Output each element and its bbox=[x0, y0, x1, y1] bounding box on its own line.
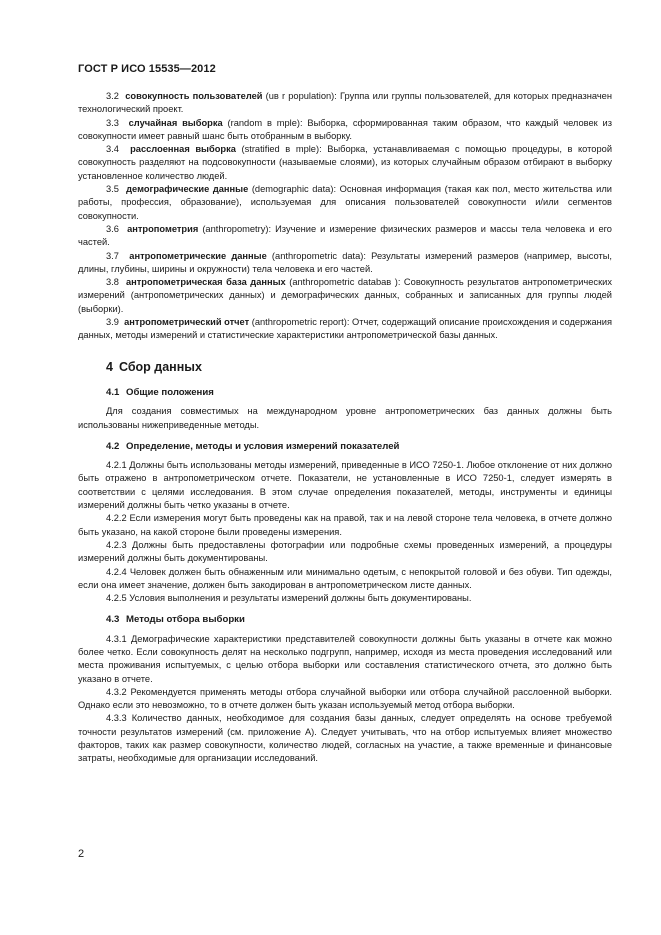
definition-3-7: 3.7 антропометрические данные (anthropometric data): Результаты измерений размеров (например, высоты, длины, глубины, ширины и окружности) тела человека и его частей. bbox=[78, 250, 612, 274]
definition-term: совокупность пользователей bbox=[125, 91, 263, 101]
clause-4-3-2: 4.3.2 Рекомендуется применять методы отбора случайной выборки или отбора случайной расслоенной выборки. Однако если это невозможно, то в отчете должен быть указан используемый метод отбора выборки. bbox=[78, 686, 613, 711]
definition-term: антропометрия bbox=[127, 223, 199, 234]
definition-3-5: 3.5 демографические данные (demographic data): Основная информация (такая как пол, место жительства или работы, профессия, образование), используемая для описания пользователей совокупности и/или сегментов совокупности. bbox=[78, 184, 612, 221]
definition-3-6: 3.6 антропометрия (anthropometry): Изучение и измерение физических размеров и массы тела человека и его частей. bbox=[78, 223, 612, 248]
document-header: ГОСТ Р ИСО 15535—2012 bbox=[78, 63, 216, 75]
definition-term: антропометрические данные bbox=[129, 250, 267, 261]
paragraph-4-1: Для создания совместимых на международном уровне антропометрических баз данных должны быть использованы нижеприведенные методы. bbox=[78, 406, 612, 430]
subsection-heading-4-2: 4.2 Определение, методы и условия измерений показателей bbox=[106, 440, 400, 452]
definition-3-8: 3.8 антропометрическая база данных (anthropometric databaв ): Совокупность результатов антропометрических измерений (антропометрических данных) и демографических данных, собранных и записанных для группы людей (выборки). bbox=[78, 277, 612, 314]
clause-4-2-1: 4.2.1 Должны быть использованы методы измерений, приведенные в ИСО 7250-1. Любое отклонение от них должно быть отражено в антропометрическом отчете. Показатели, не установленные в ИСО 7250-1, следует измерять в соответствии с целями исследования. В этом случае определения показателей, методы, инструменты и единицы измерений должны быть четко указаны в отчете. bbox=[78, 460, 612, 511]
clause-4-2-4: 4.2.4 Человек должен быть обнаженным или минимально одетым, с непокрытой головой и без обуви. Тип одежды, если она имеет значение, должен быть закодирован в антропометрическом листе данных. bbox=[78, 566, 612, 590]
page-number: 2 bbox=[78, 848, 85, 860]
definition-3-3: 3.3 случайная выборка (random в mple): Выборка, сформированная таким образом, что каждый человек из совокупности имеет равный шанс быть отобранным в выборку. bbox=[78, 117, 612, 141]
definition-term: расслоенная выборка bbox=[130, 144, 236, 155]
clause-4-3-1: 4.3.1 Демографические характеристики представителей совокупности должны быть указаны в отчете как можно более четко. Если совокупность делят на несколько подгрупп, например, исходя из места проведения исследований или места проживания испытуемых, с целью отбора выборки или составления статистического отчета, это должно быть указано в отчете. bbox=[78, 633, 613, 684]
definition-term: антропометрическая база данных bbox=[125, 277, 286, 288]
clause-4-2-5: 4.2.5 Условия выполнения и результаты измерений должны быть документированы. bbox=[106, 593, 472, 604]
section-heading-4: 4 Сбор данных bbox=[106, 359, 202, 374]
definition-3-4: 3.4 расслоенная выборка (stratified в mple): Выборка, устанавливаемая с помощью процедуры, в которой совокупность разделяют на подсовокупности (называемые слоями), из которых случайным образом отбирают в выборку установленное количество людей. bbox=[78, 144, 613, 181]
definition-3-2: 3.2 совокупность пользователей (uв r population): Группа или группы пользователей, для которых предназначен технологический проект. bbox=[78, 91, 612, 115]
clause-4-3-3: 4.3.3 Количество данных, необходимое для создания базы данных, следует определять на основе требуемой точности результатов измерений (см. приложение А). Следует учитывать, что на отбор испытуемых влияет множество факторов, таких как размер совокупности, количество людей, согласных на участие, а также временные и финансовые затраты, необходимые для организации исследований. bbox=[78, 713, 612, 764]
subsection-heading-4-3: 4.3 Методы отбора выборки bbox=[106, 614, 245, 626]
definitions-list bbox=[78, 90, 612, 343]
definition-3-9: 3.9 антропометрический отчет (anthropometric report): Отчет, содержащий описание происхождения и содержания данных, методы измерений и статистические характеристики антропометрической базы данных. bbox=[78, 317, 612, 341]
clause-4-2-3: 4.2.3 Должны быть предоставлены фотографии или подробные схемы проведенных измерений, а процедуры измерений должны быть документированы. bbox=[78, 539, 612, 564]
document-body bbox=[78, 90, 612, 766]
clause-4-2-2: 4.2.2 Если измерения могут быть проведены как на правой, так и на левой стороне тела человека, в отчете должно быть указано, на какой стороне были проведены измерения. bbox=[78, 513, 612, 537]
definition-term: антропометрический отчет bbox=[124, 317, 250, 328]
definition-term: демографические данные bbox=[126, 184, 249, 195]
definition-term: случайная выборка bbox=[128, 117, 223, 128]
subsection-heading-4-1: 4.1 Общие положения bbox=[106, 386, 214, 398]
